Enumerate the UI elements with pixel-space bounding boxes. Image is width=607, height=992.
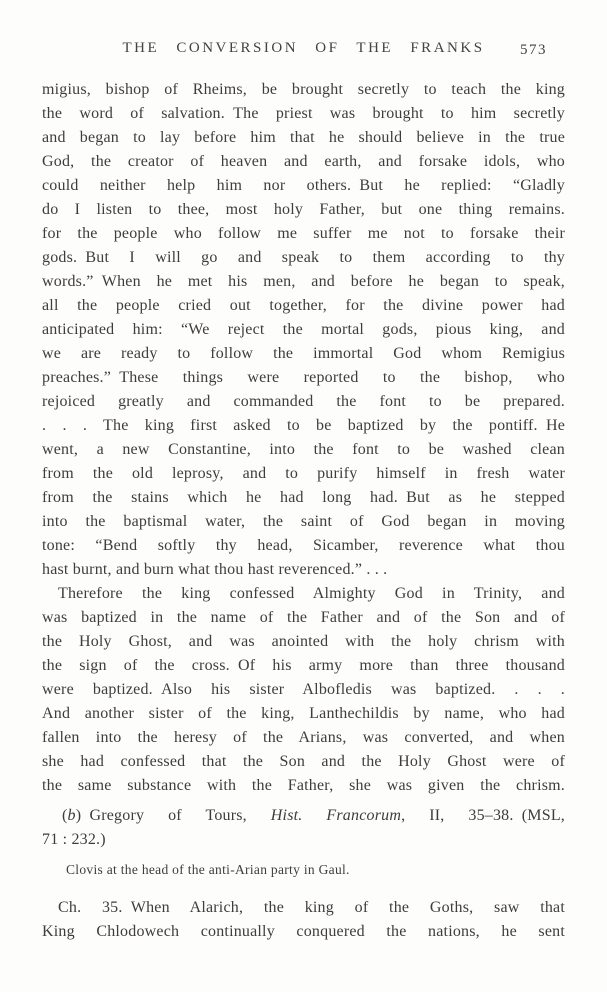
text-line: all the people cried out together, for the divine power had	[42, 297, 565, 314]
text-line: the word of salvation. The priest was brought to him secretly	[42, 105, 565, 122]
text-line: from the old leprosy, and to purify himself in fresh water	[42, 465, 565, 482]
text-run: ) Gregory of Tours,	[75, 807, 271, 824]
text-line: preaches.” These things were reported to the bishop, who	[42, 369, 565, 386]
text-line: King Chlodowech continually conquered the nations, he sent	[42, 923, 565, 940]
text-line: Ch. 35. When Alarich, the king of the Goths, saw that	[58, 899, 565, 916]
text-line: Therefore the king confessed Almighty God in Trinity, and	[58, 585, 565, 602]
text-line: tone: “Bend softly thy head, Sicamber, reverence what thou	[42, 537, 565, 554]
text-line: she had confessed that the Son and the Holy Ghost were of	[42, 753, 565, 770]
text-line: words.” When he met his men, and before he began to speak,	[42, 273, 565, 290]
text-line: God, the creator of heaven and earth, and forsake idols, who	[42, 153, 565, 170]
text-line: and began to lay before him that he should believe in the true	[42, 129, 565, 146]
running-title: THE CONVERSION OF THE FRANKS	[122, 40, 485, 56]
text-line: . . . The king first asked to be baptized by the pontiff. He	[42, 417, 565, 434]
page-header	[0, 38, 607, 58]
text-line: fallen into the heresy of the Arians, was converted, and when	[42, 729, 565, 746]
text-line: hast burnt, and burn what thou hast reverenced.” . . .	[42, 561, 388, 578]
text-line: do I listen to thee, most holy Father, but one thing remains.	[42, 201, 565, 218]
text-line: went, a new Constantine, into the font to be washed clean	[42, 441, 565, 458]
text-line	[42, 804, 565, 828]
italic-text-run: b	[67, 807, 76, 824]
text-line: anticipated him: “We reject the mortal gods, pious king, and	[42, 321, 565, 338]
text-line: 71 : 232.)	[42, 831, 106, 848]
text-line: the same substance with the Father, she was given the chrism.	[42, 777, 565, 794]
text-line: we are ready to follow the immortal God whom Remigius	[42, 345, 565, 362]
text-line: from the stains which he had long had. But as he stepped	[42, 489, 565, 506]
text-line: into the baptismal water, the saint of God began in moving	[42, 513, 565, 530]
text-line: Clovis at the head of the anti-Arian party in Gaul.	[66, 862, 350, 877]
source-citation	[42, 804, 565, 852]
text-line: gods. But I will go and speak to them according to thy	[42, 249, 565, 266]
text-line: migius, bishop of Rheims, be brought secretly to teach the king	[42, 81, 565, 98]
text-line: the sign of the cross. Of his army more than three thousand	[42, 657, 565, 674]
paragraph-continuation	[42, 78, 565, 582]
italic-text-run: Hist. Francorum	[270, 807, 402, 824]
text-line: were baptized. Also his sister Albofledis was baptized. . . .	[42, 681, 565, 698]
editor-note	[42, 860, 565, 880]
text-line: could neither help him nor others. But he replied: “Gladly	[42, 177, 565, 194]
text-line: for the people who follow me suffer me not to forsake their	[42, 225, 565, 242]
paragraph-therefore	[42, 582, 565, 798]
text-line: the Holy Ghost, and was anointed with the holy chrism with	[42, 633, 565, 650]
text-line: was baptized in the name of the Father and of the Son and of	[42, 609, 565, 626]
text-run: , II, 35–38. (MSL,	[401, 807, 566, 824]
page-number: 573	[520, 42, 547, 58]
paragraph-ch-35	[42, 896, 565, 944]
page-body	[42, 78, 565, 944]
text-line: And another sister of the king, Lanthechildis by name, who had	[42, 705, 565, 722]
text-run: (	[62, 807, 68, 824]
text-line: rejoiced greatly and commanded the font to be prepared.	[42, 393, 565, 410]
